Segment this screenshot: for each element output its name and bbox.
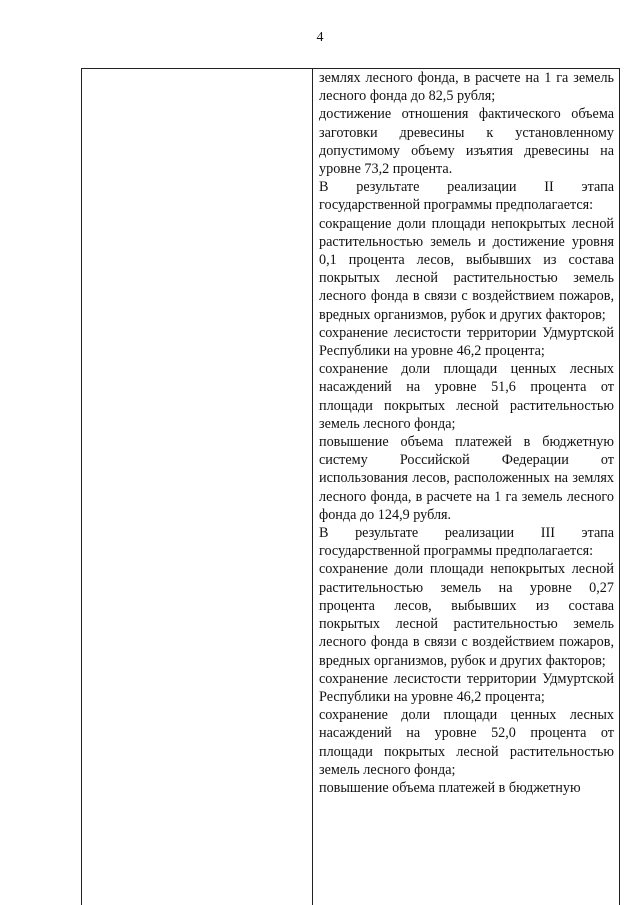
table-right-cell bbox=[313, 69, 619, 905]
page-number: 4 bbox=[316, 30, 324, 45]
paragraph: сохранение лесистости территории Удмуртской Республики на уровне 46,2 процента; bbox=[319, 324, 614, 360]
paragraph: сохранение лесистости территории Удмуртской Республики на уровне 46,2 процента; bbox=[319, 670, 614, 705]
table-left-cell bbox=[82, 69, 313, 905]
paragraph: сохранение доли площади непокрытых лесной растительностью земель на уровне 0,27 процента лесов, выбывших из состава покрытых лесной растительностью земель лесного фонда в связи с воздействием пожаров, вредных организмов, рубок и других факторов; bbox=[319, 561, 614, 669]
paragraph: сохранение доли площади ценных лесных насаждений на уровне 51,6 процента от площади покрытых лесной растительностью земель лесного фонда; bbox=[319, 361, 614, 432]
paragraph: землях лесного фонда, в расчете на 1 га земель лесного фонда до 82,5 рубля; bbox=[319, 70, 614, 105]
paragraph: достижение отношения фактического объема заготовки древесины к установленному допустимому объему изъятия древесины на уровне 73,2 процента. bbox=[319, 106, 614, 178]
document-table bbox=[81, 68, 620, 905]
paragraph: повышение объема платежей в бюджетную систему Российской Федерации от использования лесов, расположенных на землях лесного фонда, в расчете на 1 га земель лесного фонда до 124,9 рубля. bbox=[319, 434, 614, 523]
paragraph: В результате реализации III этапа государственной программы предполагается: bbox=[319, 525, 614, 560]
paragraph: сохранение доли площади ценных лесных насаждений на уровне 52,0 процента от площади покрытых лесной растительностью земель лесного фонда; bbox=[319, 707, 614, 778]
paragraph: сокращение доли площади непокрытых лесной растительностью земель и достижение уровня 0,1 процента лесов, выбывших из состава покрытых лесной растительностью земель лесного фонда в связи с воздействием пожаров, вредных организмов, рубок и других факторов; bbox=[319, 215, 614, 323]
paragraph: В результате реализации II этапа государственной программы предполагается: bbox=[319, 179, 614, 214]
paragraph: повышение объема платежей в бюджетную bbox=[319, 779, 581, 796]
